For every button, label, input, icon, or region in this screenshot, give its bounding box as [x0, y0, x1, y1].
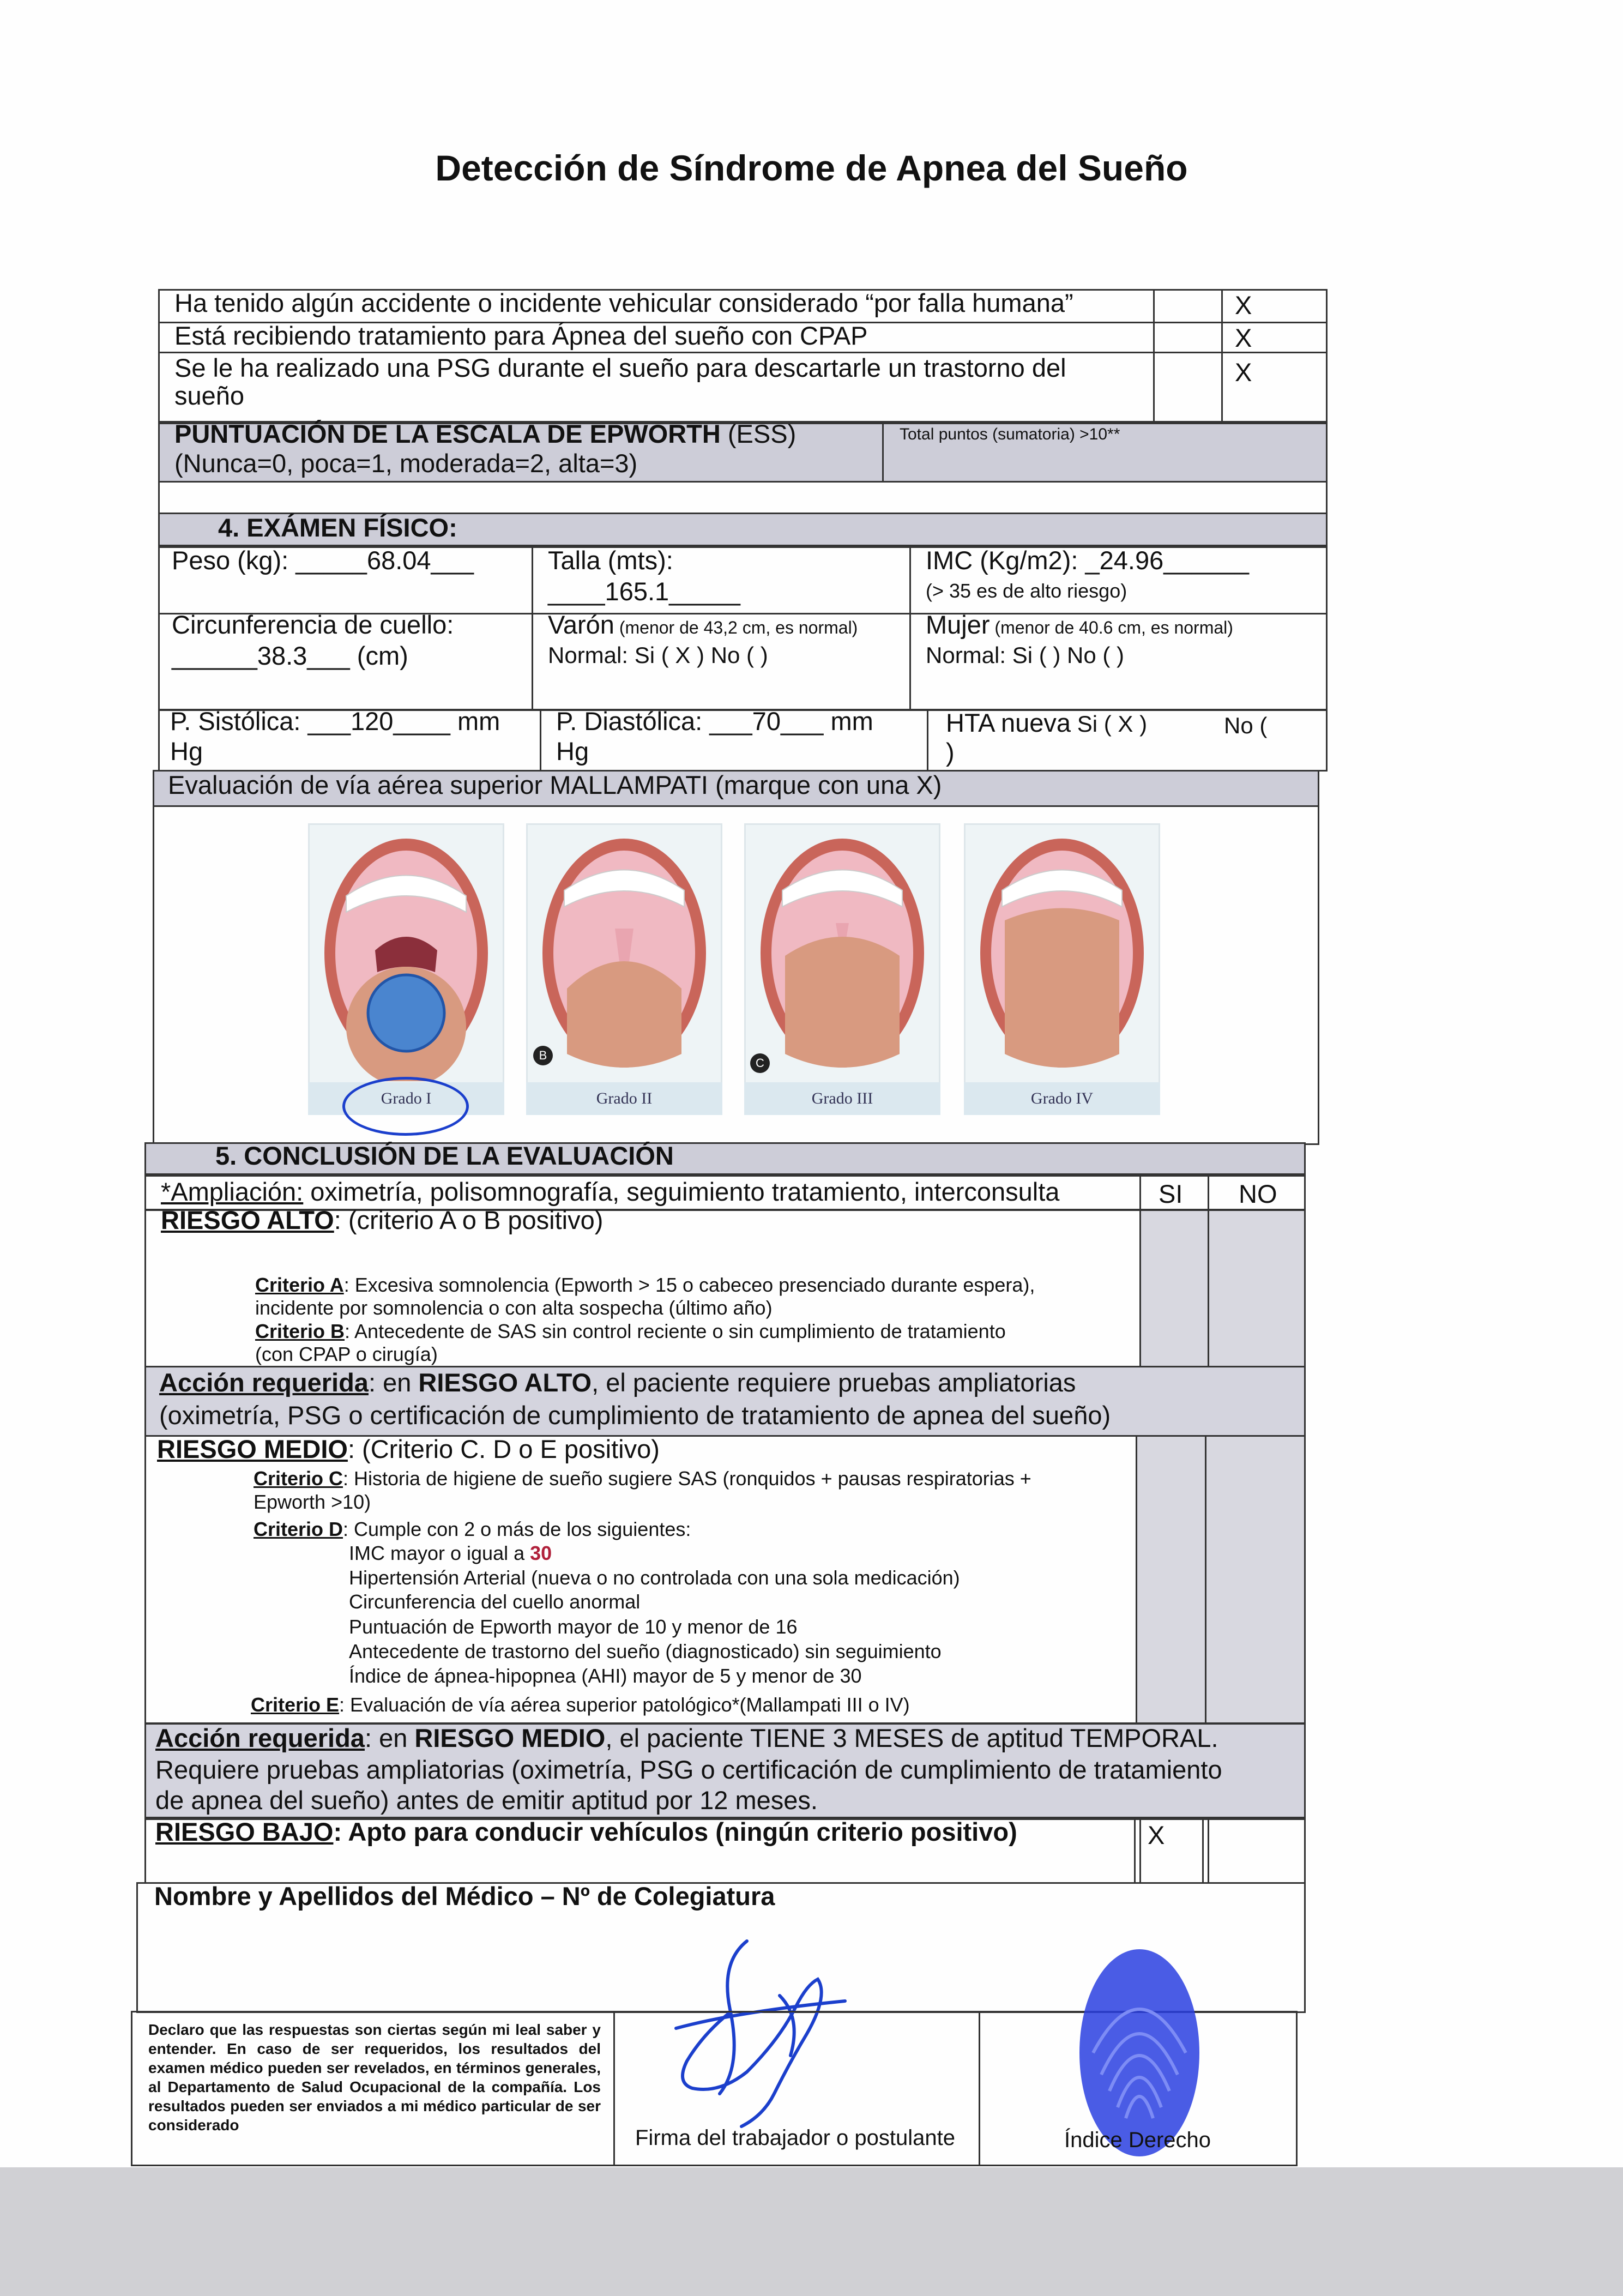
question-2-mark: X: [1235, 323, 1252, 352]
criterio-d-item-1: IMC mayor o igual a 30: [349, 1542, 552, 1564]
question-1-mark: X: [1235, 291, 1252, 320]
criterio-c-line2: Epworth >10): [254, 1491, 371, 1513]
diastolica-field: P. Diastólica: ___70___ mm: [556, 707, 873, 736]
hta-field: HTA nueva Si ( X ): [946, 708, 1148, 737]
varon-label: Varón (menor de 43,2 cm, es normal): [548, 610, 858, 639]
cuello-value: ______38.3___ (cm): [172, 641, 408, 670]
riesgo-bajo-mark: X: [1148, 1821, 1165, 1849]
criterio-b-line2: (con CPAP o cirugía): [255, 1343, 438, 1365]
grade-1-selection-circle: [342, 1077, 469, 1136]
talla-label: Talla (mts):: [548, 546, 673, 575]
badge-c-icon: C: [750, 1053, 770, 1073]
criterio-d-item-2: Hipertensión Arterial (nueva o no controlada con una sola medicación): [349, 1566, 960, 1589]
accion-alto-line2: (oximetría, PSG o certificación de cumplimiento de tratamiento de apnea del sueño): [159, 1401, 1111, 1430]
accion-medio-line2: Requiere pruebas ampliatorias (oximetría, PSG o certificación de cumplimiento de tratamiento: [155, 1755, 1222, 1784]
epworth-total: Total puntos (sumatoria) >10**: [900, 425, 1120, 443]
badge-b-icon: B: [533, 1046, 553, 1065]
criterio-e: Criterio E: Evaluación de vía aérea superior patológico*(Mallampati III o IV): [251, 1694, 910, 1716]
question-2: Está recibiendo tratamiento para Ápnea del sueño con CPAP: [174, 321, 868, 350]
riesgo-medio: RIESGO MEDIO: (Criterio C. D o E positivo): [157, 1435, 660, 1463]
question-3-line2: sueño: [174, 381, 245, 410]
accion-medio: Acción requerida: en RIESGO MEDIO, el paciente TIENE 3 MESES de aptitud TEMPORAL.: [155, 1723, 1218, 1752]
sistolica-unit: Hg: [170, 737, 203, 766]
no-header: NO: [1239, 1179, 1277, 1208]
hta-no: No (: [1224, 713, 1268, 738]
question-3-mark: X: [1235, 358, 1252, 387]
cuello-label: Circunferencia de cuello:: [172, 610, 454, 639]
hta-close: ): [946, 738, 955, 767]
mouth-1-icon: [310, 825, 503, 1081]
criterio-d-item-3: Circunferencia del cuello anormal: [349, 1590, 641, 1613]
criterio-b: Criterio B: Antecedente de SAS sin control reciente o sin cumplimiento de tratamiento: [255, 1320, 1006, 1342]
mouth-2-icon: [528, 825, 721, 1081]
varon-normal: Normal: Si ( X ) No ( ): [548, 642, 768, 668]
firma-label: Firma del trabajador o postulante: [635, 2126, 955, 2150]
mallampati-grade-2-image[interactable]: [526, 823, 722, 1112]
accion-medio-line3: de apnea del sueño) antes de emitir aptitud por 12 meses.: [155, 1786, 818, 1815]
criterio-d-item-5: Antecedente de trastorno del sueño (diagnosticado) sin seguimiento: [349, 1640, 942, 1662]
declaration-text: Declaro que las respuestas son ciertas según mi leal saber y entender. En caso de ser requeridos, los resultados del examen médico pueden ser revelados, en términos generales, al Departamento de Salud Ocupacional de la compañía. Los resultados pueden ser enviados a mi médico particular de ser considerado: [148, 2021, 601, 2134]
riesgo-bajo: RIESGO BAJO: Apto para conducir vehículos (ningún criterio positivo): [155, 1817, 1017, 1846]
imc-field: IMC (Kg/m2): _24.96______: [926, 546, 1250, 575]
grade-3-label: Grado III: [744, 1082, 940, 1115]
question-3-line1: Se le ha realizado una PSG durante el sueño para descartarle un trastorno del: [174, 353, 1066, 382]
mallampati-grade-3-image[interactable]: [744, 823, 940, 1112]
criterio-a: Criterio A: Excesiva somnolencia (Epworth > 15 o cabeceo presenciado durante espera),: [255, 1274, 1035, 1296]
mujer-label: Mujer (menor de 40.6 cm, es normal): [926, 610, 1233, 639]
section-5-heading: 5. CONCLUSIÓN DE LA EVALUACIÓN: [215, 1141, 674, 1170]
grade-4-label: Grado IV: [964, 1082, 1160, 1115]
mallampati-header: Evaluación de vía aérea superior MALLAMPATI (marque con una X): [168, 770, 942, 799]
mallampati-grade-1-image[interactable]: [308, 823, 504, 1112]
mallampati-grade-4-image[interactable]: [964, 823, 1160, 1112]
imc-note: (> 35 es de alto riesgo): [926, 580, 1127, 602]
criterio-a-line2: incidente por somnolencia o con alta sospecha (último año): [255, 1297, 773, 1319]
talla-value: ____165.1_____: [548, 577, 740, 606]
mouth-4-icon: [966, 825, 1159, 1081]
peso-field: Peso (kg): _____68.04___: [172, 546, 474, 575]
epworth-scale: (Nunca=0, poca=1, moderada=2, alta=3): [174, 449, 638, 478]
criterio-d: Criterio D: Cumple con 2 o más de los siguientes:: [254, 1518, 691, 1540]
grade-1-label: Grado I: [308, 1082, 504, 1115]
epworth-title: PUNTUACIÓN DE LA ESCALA DE EPWORTH (ESS): [174, 419, 797, 448]
mouth-3-icon: [746, 825, 939, 1081]
criterio-c: Criterio C: Historia de higiene de sueño sugiere SAS (ronquidos + pausas respiratorias +: [254, 1467, 1031, 1490]
medico-label: Nombre y Apellidos del Médico – Nº de Colegiatura: [154, 1882, 775, 1911]
si-header: SI: [1159, 1179, 1183, 1208]
criterio-d-item-4: Puntuación de Epworth mayor de 10 y menor de 16: [349, 1616, 798, 1638]
sistolica-field: P. Sistólica: ___120____ mm: [170, 707, 500, 736]
indice-label: Índice Derecho: [1064, 2128, 1211, 2152]
scan-margin: [0, 2167, 1623, 2296]
criterio-d-item-6: Índice de ápnea-hipopnea (AHI) mayor de 5 y menor de 30: [349, 1665, 862, 1687]
riesgo-alto: RIESGO ALTO: (criterio A o B positivo): [161, 1206, 604, 1234]
accion-alto: Acción requerida: en RIESGO ALTO, el paciente requiere pruebas ampliatorias: [159, 1368, 1076, 1397]
question-1: Ha tenido algún accidente o incidente vehicular considerado “por falla humana”: [174, 288, 1073, 317]
grade-2-label: Grado II: [526, 1082, 722, 1115]
page-title: Detección de Síndrome de Apnea del Sueño: [435, 148, 1188, 188]
ampliacion-text: *Ampliación: oximetría, polisomnografía, seguimiento tratamiento, interconsulta: [161, 1177, 1060, 1206]
mujer-normal: Normal: Si ( ) No ( ): [926, 642, 1125, 668]
diastolica-unit: Hg: [556, 737, 589, 766]
section-4-heading: 4. EXÁMEN FÍSICO:: [218, 513, 457, 542]
